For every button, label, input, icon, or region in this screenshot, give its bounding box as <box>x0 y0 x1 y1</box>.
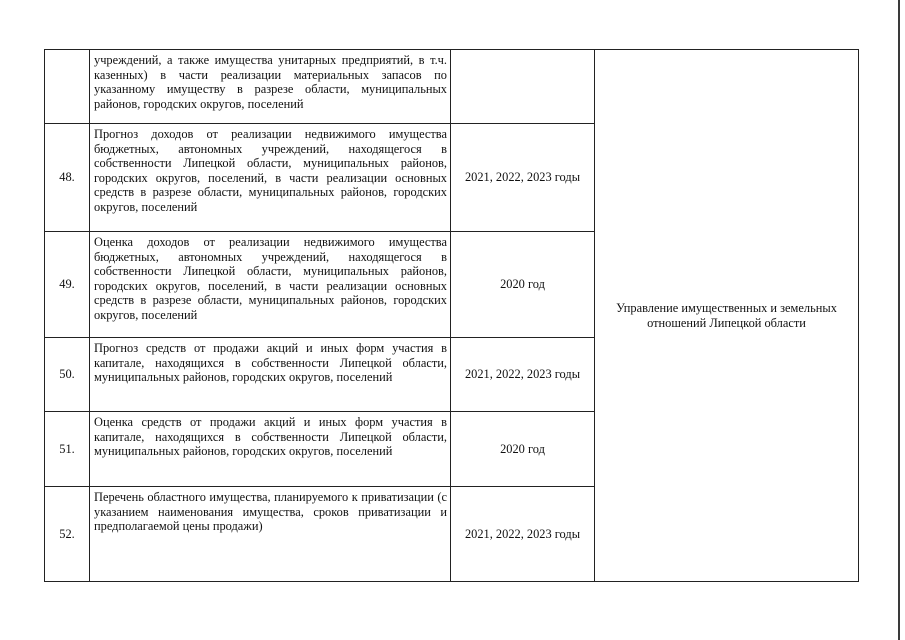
row-description: Перечень областного имущества, планируемого к приватизации (с указанием наименования имущества, сроков приватизации и предполагаемой цены продажи) <box>90 487 451 582</box>
responsible-cell <box>595 50 859 582</box>
page-edge-line <box>898 0 900 640</box>
row-number: 51. <box>59 441 75 456</box>
row-period: 2020 год <box>500 277 545 292</box>
row-period: 2021, 2022, 2023 годы <box>464 170 581 185</box>
table-row <box>45 50 859 124</box>
row-description: учреждений, а также имущества унитарных предприятий, в т.ч. казенных) в части реализации материальных запасов по указанному имуществу в разрезе области, муниципальных районов, городских округов, поселений <box>90 50 451 124</box>
row-number-cell <box>45 338 90 412</box>
responsible-department: Управление имущественных и земельных отношений Липецкой области <box>616 301 837 330</box>
row-number: 52. <box>59 526 75 541</box>
row-number-cell <box>45 412 90 487</box>
row-number-cell <box>45 124 90 232</box>
row-period-cell <box>451 338 595 412</box>
row-description: Оценка доходов от реализации недвижимого имущества бюджетных, автономных учреждений, находящегося в собственности Липецкой области, муниципальных районов, городских округов, поселений, в части реализации основных средств в разрезе области, муниципальных районов, городских округов, поселений <box>90 232 451 338</box>
row-number: 48. <box>59 170 75 185</box>
row-period: 2021, 2022, 2023 годы <box>464 367 581 382</box>
row-period-cell <box>451 487 595 582</box>
row-period-cell <box>451 124 595 232</box>
row-period-cell <box>451 412 595 487</box>
row-period-cell <box>451 50 595 124</box>
row-period-cell <box>451 232 595 338</box>
document-table <box>44 49 859 582</box>
row-number-cell <box>45 232 90 338</box>
row-description: Прогноз доходов от реализации недвижимого имущества бюджетных, автономных учреждений, находящегося в собственности Липецкой области, муниципальных районов, городских округов, поселений, в части реализации основных средств в разрезе области, муниципальных районов, городских округов, поселений <box>90 124 451 232</box>
row-period: 2020 год <box>500 441 545 456</box>
row-period: 2021, 2022, 2023 годы <box>464 526 581 541</box>
row-number-cell <box>45 50 90 124</box>
row-number-cell <box>45 487 90 582</box>
row-number: 50. <box>59 367 75 382</box>
row-description: Оценка средств от продажи акций и иных форм участия в капитале, находящихся в собственности Липецкой области, муниципальных районов, городских округов, поселений <box>90 412 451 487</box>
row-number: 49. <box>59 277 75 292</box>
row-description: Прогноз средств от продажи акций и иных форм участия в капитале, находящихся в собственности Липецкой области, муниципальных районов, городских округов, поселений <box>90 338 451 412</box>
